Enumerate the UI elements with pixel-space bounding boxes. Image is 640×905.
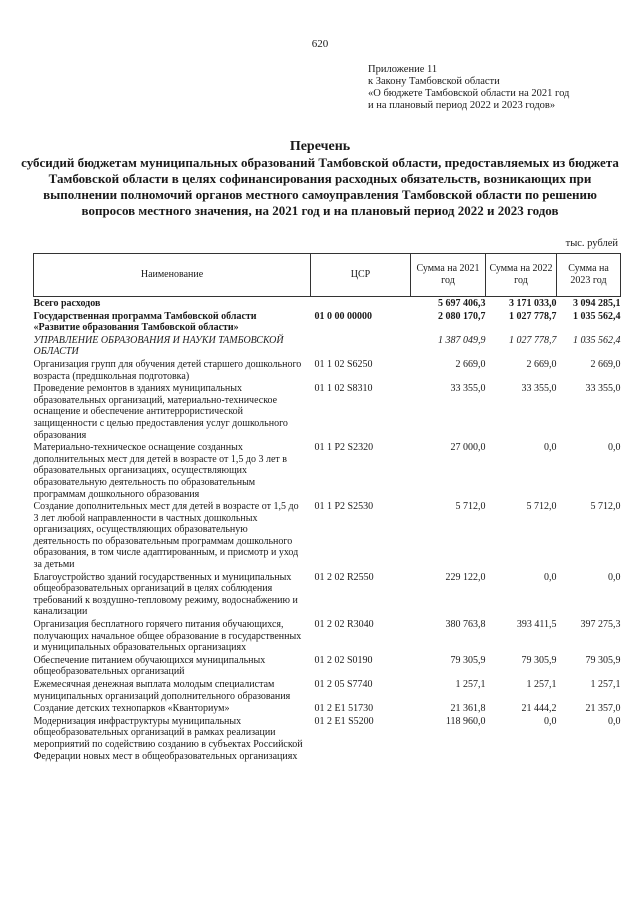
row-name-cell: Модернизация инфраструктуры муниципальных общеобразовательных организаций в рамках реализации мероприятий по содействию созданию в субъектах Российской Федерации новых мест в общеобразовательных организациях [33, 715, 303, 762]
row-name-cell: Организация групп для обучения детей старшего дошкольного возраста (предшкольная подготовка) [33, 358, 302, 382]
table-row [34, 678, 621, 702]
row-csr-cell [311, 334, 411, 358]
table-row [34, 715, 621, 762]
row-sum-2021-cell: 33 355,0 [450, 383, 486, 395]
row-name-cell: Создание детских технопарков «Кванториум» [33, 703, 230, 715]
row-name-cell: Проведение ремонтов в зданиях муниципальных образовательных организаций, материально-техническое оснащение и обеспечение антитеррористической защищенности с целью предоставления услуг дошкольного образования [33, 383, 288, 441]
row-csr-cell: 01 2 02 R3040 [314, 619, 374, 631]
row-csr-cell: 01 1 02 S8310 [314, 383, 373, 395]
row-name-cell: Государственная программа Тамбовской области «Развитие образования Тамбовской области» [33, 310, 257, 334]
document-title [20, 138, 620, 219]
table-header-row [34, 254, 621, 297]
title-main: Перечень [289, 139, 351, 154]
table-row [34, 310, 621, 334]
row-csr-cell: 01 2 05 S7740 [314, 679, 373, 690]
row-sum-2023-cell: 33 355,0 [585, 383, 621, 395]
row-csr-cell: 01 2 02 S0190 [314, 654, 373, 666]
row-sum-2021-cell: 5 712,0 [455, 501, 486, 513]
units-label: тыс. рублей [565, 238, 618, 249]
row-name-cell: Ежемесячная денежная выплата молодым специалистам муниципальных организаций дополнительного образования [33, 679, 291, 702]
row-sum-2021-cell: 380 763,8 [445, 619, 486, 631]
table-row [34, 358, 621, 382]
header-csr: ЦСР [311, 254, 411, 297]
table-row [34, 654, 621, 678]
row-csr-cell: 01 1 P2 S2320 [314, 442, 374, 454]
row-csr-cell: 01 1 P2 S2530 [314, 501, 374, 513]
title-subtitle: субсидий бюджетам муниципальных образований Тамбовской области, предоставляемых из бюджета Тамбовской области в целях софинансирования расходных обязательств, возникающих при выполнении полномочий органов местного самоуправления Тамбовской области по решению вопросов местного значения, на 2021 год и на плановый период 2022 и 2023 годов [21, 155, 619, 218]
row-sum-2021-cell: 21 361,8 [450, 703, 486, 715]
table-row [34, 500, 621, 571]
row-sum-2022-cell: 21 444,2 [521, 703, 557, 715]
header-sum-2022: Сумма на 2022 год [486, 254, 557, 297]
table-row [34, 297, 621, 310]
row-sum-2022-cell: 5 712,0 [526, 501, 557, 513]
row-sum-2021-cell: 118 960,0 [445, 715, 486, 727]
subsidies-table [33, 253, 621, 762]
row-sum-2023-cell: 3 094 285,1 [573, 298, 621, 309]
row-csr-cell: 01 2 E1 S5200 [314, 715, 374, 727]
row-sum-2023-cell: 2 669,0 [590, 358, 621, 370]
row-sum-2021-cell: 1 387 049,9 [438, 334, 486, 346]
table-row [34, 702, 621, 715]
row-sum-2022-cell: 0,0 [544, 571, 557, 583]
row-sum-2023-cell: 5 712,0 [590, 501, 621, 513]
row-name-cell: УПРАВЛЕНИЕ ОБРАЗОВАНИЯ И НАУКИ ТАМБОВСКОЙ ОБЛАСТИ [33, 334, 284, 358]
row-sum-2023-cell: 1 035 562,4 [573, 310, 621, 322]
row-sum-2021-cell: 2 080 170,7 [438, 310, 486, 322]
row-sum-2023-cell: 0,0 [608, 715, 621, 727]
header-sum-2021: Сумма на 2021 год [411, 254, 486, 297]
header-sum-2023: Сумма на 2023 год [557, 254, 621, 297]
row-name-cell: Всего расходов [33, 298, 101, 309]
appendix-line: и на плановый период 2022 и 2023 годов» [368, 100, 556, 111]
row-csr-cell: 01 1 02 S6250 [314, 358, 373, 370]
row-name-cell: Материально-техническое оснащение созданных дополнительных мест для детей в возрасте от 1,5 до 3 лет в образовательных организациях, осуществляющих образовательную деятельность по образовательным программам дошкольного образования [33, 442, 287, 500]
table-row [34, 441, 621, 500]
row-sum-2021-cell: 79 305,9 [450, 654, 486, 666]
row-sum-2022-cell: 79 305,9 [521, 654, 557, 666]
row-sum-2022-cell: 2 669,0 [526, 358, 557, 370]
row-sum-2021-cell: 27 000,0 [450, 442, 486, 454]
row-csr-cell [311, 297, 411, 310]
row-name-cell: Благоустройство зданий государственных и муниципальных общеобразовательных организаций в целях соблюдения требований к воздушно-тепловому режиму, водоснабжению и канализации [33, 571, 298, 618]
row-sum-2022-cell: 1 027 778,7 [509, 334, 557, 346]
row-sum-2021-cell: 1 257,1 [455, 679, 486, 690]
table-row [34, 382, 621, 441]
appendix-line: к Закону Тамбовской области [368, 76, 500, 87]
row-sum-2022-cell: 3 171 033,0 [509, 298, 557, 309]
table-row [34, 571, 621, 618]
row-sum-2022-cell: 393 411,5 [516, 619, 557, 631]
row-sum-2022-cell: 1 257,1 [526, 679, 557, 690]
row-sum-2021-cell: 229 122,0 [445, 571, 486, 583]
row-name-cell: Обеспечение питанием обучающихся муниципальных общеобразовательных организаций [33, 654, 266, 678]
appendix-note [368, 64, 628, 112]
header-name: Наименование [34, 254, 311, 297]
table-body [34, 297, 621, 763]
row-csr-cell: 01 2 02 R2550 [314, 571, 374, 583]
row-sum-2023-cell: 21 357,0 [585, 703, 621, 715]
appendix-line: «О бюджете Тамбовской области на 2021 год [368, 88, 570, 99]
row-csr-cell: 01 2 E1 51730 [314, 703, 374, 715]
row-sum-2023-cell: 0,0 [608, 571, 621, 583]
row-sum-2022-cell: 1 027 778,7 [509, 310, 557, 322]
row-sum-2023-cell: 1 035 562,4 [573, 334, 621, 346]
row-sum-2021-cell: 5 697 406,3 [438, 298, 486, 309]
row-sum-2022-cell: 0,0 [544, 715, 557, 727]
table-row [34, 334, 621, 358]
appendix-line: Приложение 11 [368, 64, 438, 75]
row-sum-2023-cell: 79 305,9 [585, 654, 621, 666]
table-row [34, 618, 621, 654]
row-sum-2023-cell: 397 275,3 [580, 619, 621, 631]
row-sum-2021-cell: 2 669,0 [455, 358, 486, 370]
page-number: 620 [311, 38, 329, 50]
row-csr-cell: 01 0 00 00000 [314, 310, 372, 322]
row-name-cell: Создание дополнительных мест для детей в возрасте от 1,5 до 3 лет любой направленности в частных дошкольных организациях, осуществляющих образовательную деятельность по образовательным программам дошкольного образования, в том числе адаптированным, и присмотр и уход за детьми [33, 501, 299, 571]
row-sum-2022-cell: 33 355,0 [521, 383, 557, 395]
row-sum-2022-cell: 0,0 [544, 442, 557, 454]
row-name-cell: Организация бесплатного горячего питания обучающихся, получающих начальное общее образование в государственных и муниципальных образовательных организациях [33, 619, 302, 654]
row-sum-2023-cell: 0,0 [608, 442, 621, 454]
row-sum-2023-cell: 1 257,1 [590, 679, 621, 690]
